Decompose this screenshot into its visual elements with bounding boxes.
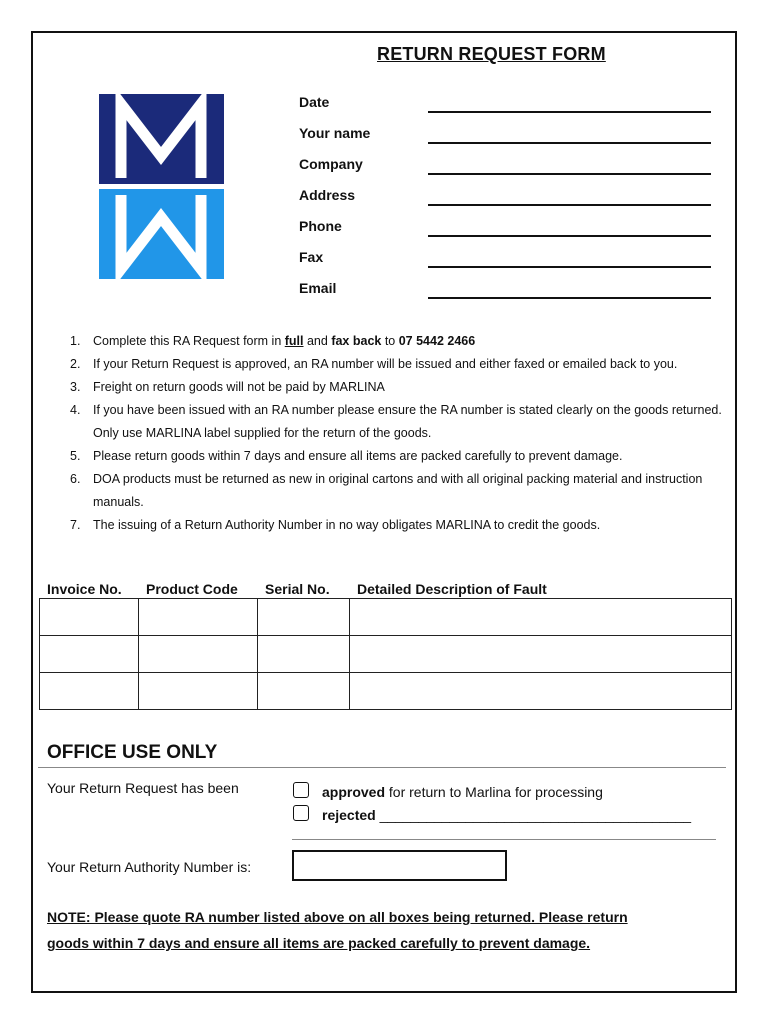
note-line-2: goods within 7 days and ensure all items are packed carefully to prevent damage. bbox=[47, 935, 591, 951]
logo-w-letter bbox=[99, 189, 224, 279]
instruction-text: If you have been issued with an RA number please ensure the RA number is stated clearly on the goods returned. Only use MARLINA label supplied for the return of the goods. bbox=[93, 403, 722, 440]
approved-checkbox[interactable] bbox=[293, 782, 309, 798]
instruction-number: 7. bbox=[70, 518, 81, 532]
instruction-item bbox=[52, 445, 732, 468]
instruction-text: DOA products must be returned as new in original cartons and with all original packing material and instruction manuals. bbox=[93, 472, 703, 509]
instruction-item bbox=[52, 376, 732, 399]
fax-label: Fax bbox=[299, 249, 324, 265]
approved-description: for return to Marlina for processing bbox=[385, 784, 603, 800]
serial-cell[interactable] bbox=[258, 599, 350, 636]
invoice-cell[interactable] bbox=[40, 636, 139, 673]
instructions-list bbox=[52, 330, 732, 537]
logo-m-block bbox=[99, 94, 224, 184]
address-label: Address bbox=[299, 187, 356, 203]
serial-cell[interactable] bbox=[258, 673, 350, 710]
email-label: Email bbox=[299, 280, 337, 296]
instruction-number: 2. bbox=[70, 357, 81, 371]
ra-number-label: Your Return Authority Number is: bbox=[47, 859, 252, 875]
instruction-item bbox=[52, 330, 732, 353]
name-label: Your name bbox=[299, 125, 371, 141]
instruction-text: Freight on return goods will not be paid by MARLINA bbox=[93, 380, 385, 394]
instruction-text: The issuing of a Return Authority Number in no way obligates MARLINA to credit the goods. bbox=[93, 518, 601, 532]
table-row bbox=[40, 673, 732, 710]
phone-field[interactable] bbox=[428, 235, 711, 237]
serial-cell[interactable] bbox=[258, 636, 350, 673]
logo-w-block bbox=[99, 189, 224, 279]
phone-label: Phone bbox=[299, 218, 342, 234]
company-label: Company bbox=[299, 156, 363, 172]
rejected-label: rejected bbox=[322, 807, 376, 823]
product-code-cell[interactable] bbox=[139, 636, 258, 673]
invoice-cell[interactable] bbox=[40, 599, 139, 636]
instruction-text: Please return goods within 7 days and ensure all items are packed carefully to prevent damage. bbox=[93, 449, 623, 463]
header-serial-no: Serial No. bbox=[265, 581, 330, 597]
instruction-item bbox=[52, 514, 732, 537]
approved-label: approved bbox=[322, 784, 386, 800]
instruction-text: If your Return Request is approved, an RA number will be issued and either faxed or emailed back to you. bbox=[93, 357, 678, 371]
fault-cell[interactable] bbox=[350, 673, 732, 710]
table-row bbox=[40, 636, 732, 673]
name-field[interactable] bbox=[428, 142, 711, 144]
company-field[interactable] bbox=[428, 173, 711, 175]
office-divider bbox=[38, 767, 726, 768]
instruction-text: to bbox=[381, 334, 399, 348]
header-fault-description: Detailed Description of Fault bbox=[357, 581, 547, 597]
instruction-bold-fax: fax back bbox=[331, 334, 382, 348]
invoice-cell[interactable] bbox=[40, 673, 139, 710]
instruction-number: 5. bbox=[70, 449, 81, 463]
office-use-title: OFFICE USE ONLY bbox=[47, 742, 218, 763]
instruction-number: 6. bbox=[70, 472, 81, 486]
instruction-text: Complete this RA Request form in bbox=[93, 334, 285, 348]
instruction-item bbox=[52, 353, 732, 376]
form-title: RETURN REQUEST FORM bbox=[377, 44, 606, 64]
fax-field[interactable] bbox=[428, 266, 711, 268]
rejected-option bbox=[322, 807, 691, 823]
header-product-code: Product Code bbox=[146, 581, 238, 597]
fax-number: 07 5442 2466 bbox=[398, 334, 476, 348]
returns-table bbox=[39, 598, 732, 710]
instruction-number: 4. bbox=[70, 403, 81, 417]
product-code-cell[interactable] bbox=[139, 673, 258, 710]
fault-cell[interactable] bbox=[350, 636, 732, 673]
instruction-number: 3. bbox=[70, 380, 81, 394]
ra-number-input[interactable] bbox=[292, 850, 507, 881]
date-label: Date bbox=[299, 94, 330, 110]
rejected-reason-line[interactable] bbox=[292, 839, 716, 840]
header-invoice-no: Invoice No. bbox=[47, 581, 122, 597]
logo-m-letter bbox=[99, 94, 224, 184]
address-field[interactable] bbox=[428, 204, 711, 206]
instruction-item bbox=[52, 468, 732, 514]
date-field[interactable] bbox=[428, 111, 711, 113]
rejected-checkbox[interactable] bbox=[293, 805, 309, 821]
instruction-bold-full: full bbox=[284, 334, 304, 348]
note-line-1: NOTE: Please quote RA number listed above on all boxes being returned. Please return bbox=[47, 909, 628, 925]
instruction-text: and bbox=[303, 334, 332, 348]
request-status-label: Your Return Request has been bbox=[47, 780, 239, 796]
table-row bbox=[40, 599, 732, 636]
email-field[interactable] bbox=[428, 297, 711, 299]
rejected-reason-blank: ________________________________________ bbox=[375, 807, 692, 823]
instruction-number: 1. bbox=[70, 334, 81, 348]
instruction-item bbox=[52, 399, 732, 445]
approved-option bbox=[322, 784, 603, 800]
fault-cell[interactable] bbox=[350, 599, 732, 636]
product-code-cell[interactable] bbox=[139, 599, 258, 636]
